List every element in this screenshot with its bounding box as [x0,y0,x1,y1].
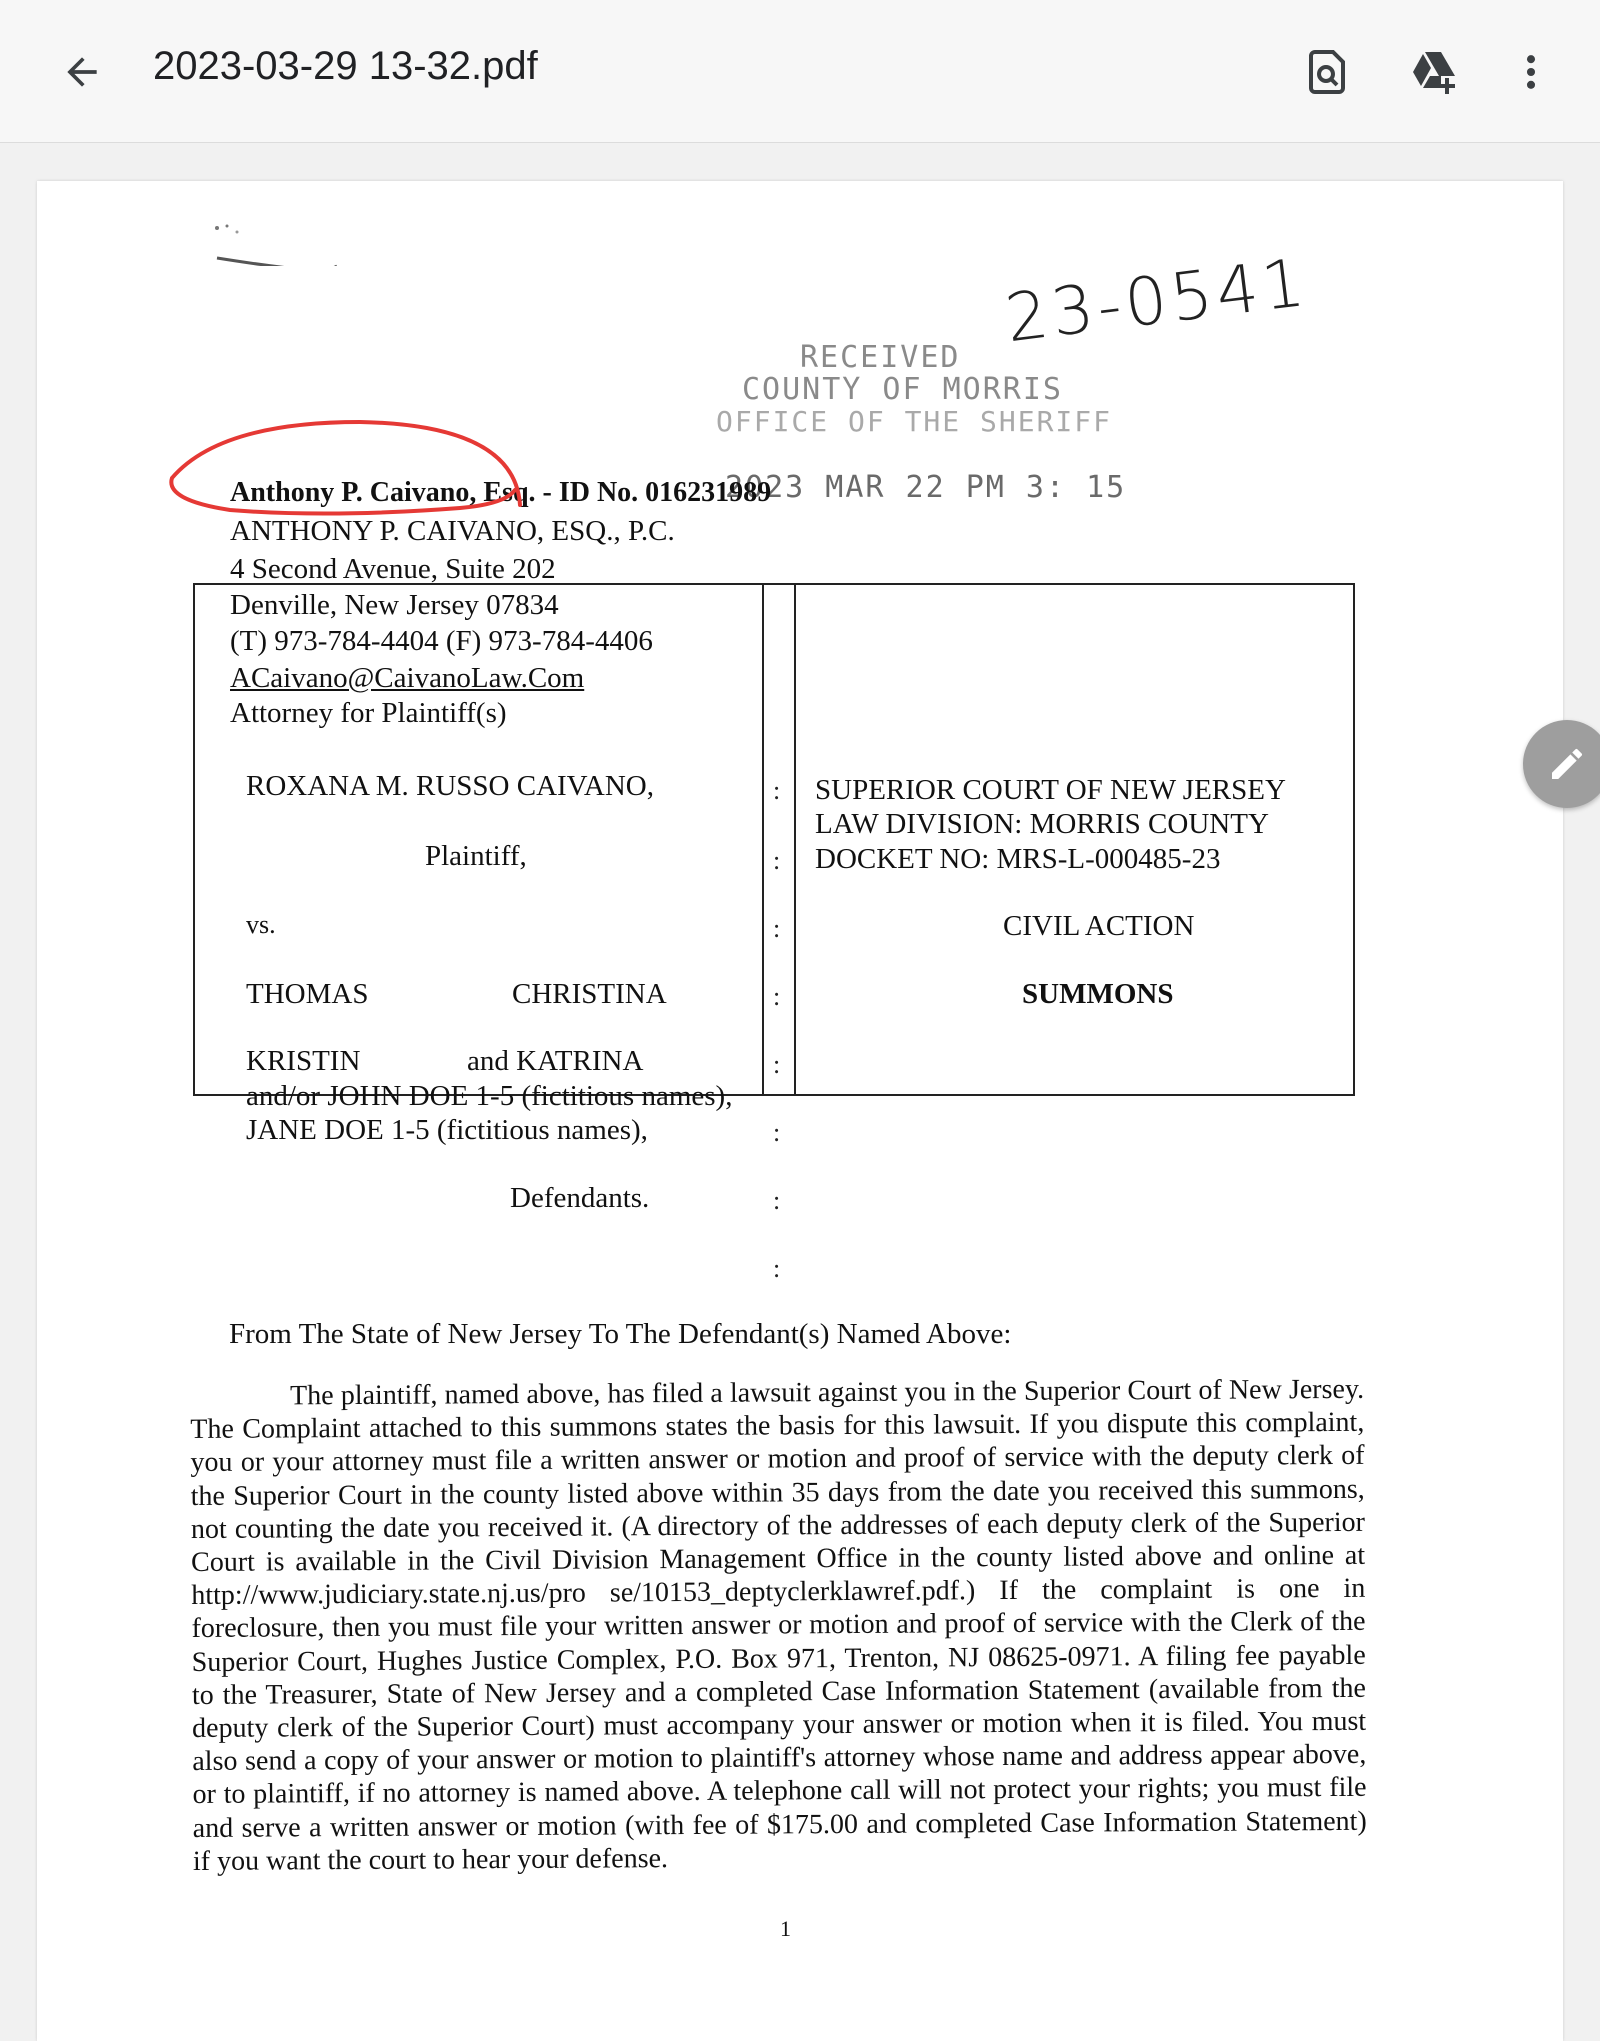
caption-colon: : [773,846,781,875]
attorney-firm: ANTHONY P. CAIVANO, ESQ., P.C. [230,515,675,547]
summons-body-paragraph [190,1373,1367,1878]
caption-colon: : [773,1186,781,1215]
stamp-county: COUNTY OF MORRIS [742,372,1063,407]
attorney-name-line: Anthony P. Caivano, Esq. - ID No. 016231989 [230,477,772,508]
caption-colon: : [773,982,781,1011]
defendant-john-doe: and/or JOHN DOE 1-5 (fictitious names), [246,1080,733,1112]
attorney-role: Attorney for Plaintiff(s) [230,697,507,729]
more-options-button[interactable] [1499,40,1563,104]
versus-label: vs. [246,910,276,939]
defendant-thomas: THOMAS [246,978,369,1010]
stamp-received: RECEIVED [800,340,961,375]
search-in-document-icon [1303,48,1351,96]
attorney-email-link[interactable]: ACaivano@CaivanoLaw.Com [230,662,585,694]
search-in-document-button[interactable] [1295,40,1359,104]
stamp-date: 2023 MAR 22 PM 3: 15 [725,470,1127,505]
docket-number: DOCKET NO: MRS-L-000485-23 [815,843,1221,875]
document-title: 2023-03-29 13-32.pdf [153,44,538,88]
defendant-katrina: and KATRINA [467,1045,644,1077]
defendant-jane-doe: JANE DOE 1-5 (fictitious names), [246,1114,648,1146]
summons-body-text: The plaintiff, named above, has filed a lawsuit against you in the Superior Court of New Jersey. The Complaint attached to this summons states the basis for this lawsuit. If you dispute this complaint, you or your attorney must file a written answer or motion and proof of service with the deputy clerk of the Superior Court in the county listed above within 35 days from the date you received this summons, not counting the date you received it. (A directory of the addresses of each deputy clerk of the Superior Court is available in the Civil Division Management Office in the county listed above and online at http://www.judiciary.state.nj.us/pro se/10153_deptyclerklawref.pdf.) If the complaint is one in foreclosure, then you must file your written answer or motion and proof of service with the Clerk of the Superior Court, Hughes Justice Complex, P.O. Box 971, Trenton, NJ 08625-0971. A filing fee payable to the Treasurer, State of New Jersey and a completed Case Information Statement (available from the deputy clerk of the Superior Court) must accompany your answer or motion when it is filed. You must also send a copy of your answer or motion to plaintiff's attorney whose name and address appear above, or to plaintiff, if no attorney is named above. A telephone call will not protect your rights; you must file and serve a written answer or motion (with fee of $175.00 and completed Case Information Statement) if you want the court to hear your defense. [190,1373,1367,1877]
caption-colon: : [773,914,781,943]
attorney-address2: Denville, New Jersey 07834 [230,589,559,621]
app-bar [0,0,1600,143]
caption-colon: : [773,1254,781,1283]
plaintiff-label: Plaintiff, [425,840,527,872]
paragraph-indent [190,1404,290,1405]
caption-divider-right [794,583,796,1096]
caption-colon: : [773,1050,781,1079]
civil-action-label: CIVIL ACTION [1003,910,1195,942]
court-division: LAW DIVISION: MORRIS COUNTY [815,808,1269,840]
edit-pencil-icon [1547,744,1587,784]
more-vert-icon [1509,50,1553,94]
arrow-left-icon [60,50,104,94]
caption-colon: : [773,776,781,805]
caption-colon: : [773,1118,781,1147]
plaintiff-name: ROXANA M. RUSSO CAIVANO, [246,770,654,802]
scan-artifact [177,206,377,266]
page-number: 1 [780,1916,791,1941]
court-name: SUPERIOR COURT OF NEW JERSEY [815,774,1286,806]
defendant-christina: CHRISTINA [512,978,667,1010]
summons-title: SUMMONS [1022,978,1174,1010]
salutation: From The State of New Jersey To The Defendant(s) Named Above: [229,1318,1012,1350]
defendants-label: Defendants. [510,1182,650,1214]
red-ink-circle-annotation [160,410,540,550]
defendant-kristin: KRISTIN [246,1045,361,1077]
add-to-drive-button[interactable] [1403,40,1467,104]
add-to-drive-icon [1408,48,1462,96]
attorney-phone: (T) 973-784-4404 (F) 973-784-4406 [230,625,653,657]
back-button[interactable] [50,40,114,104]
stamp-office: OFFICE OF THE SHERIFF [716,405,1113,438]
handwritten-case-number: 23-0541 [1001,243,1313,358]
caption-divider-left [762,583,764,1096]
attorney-address1: 4 Second Avenue, Suite 202 [230,553,556,585]
